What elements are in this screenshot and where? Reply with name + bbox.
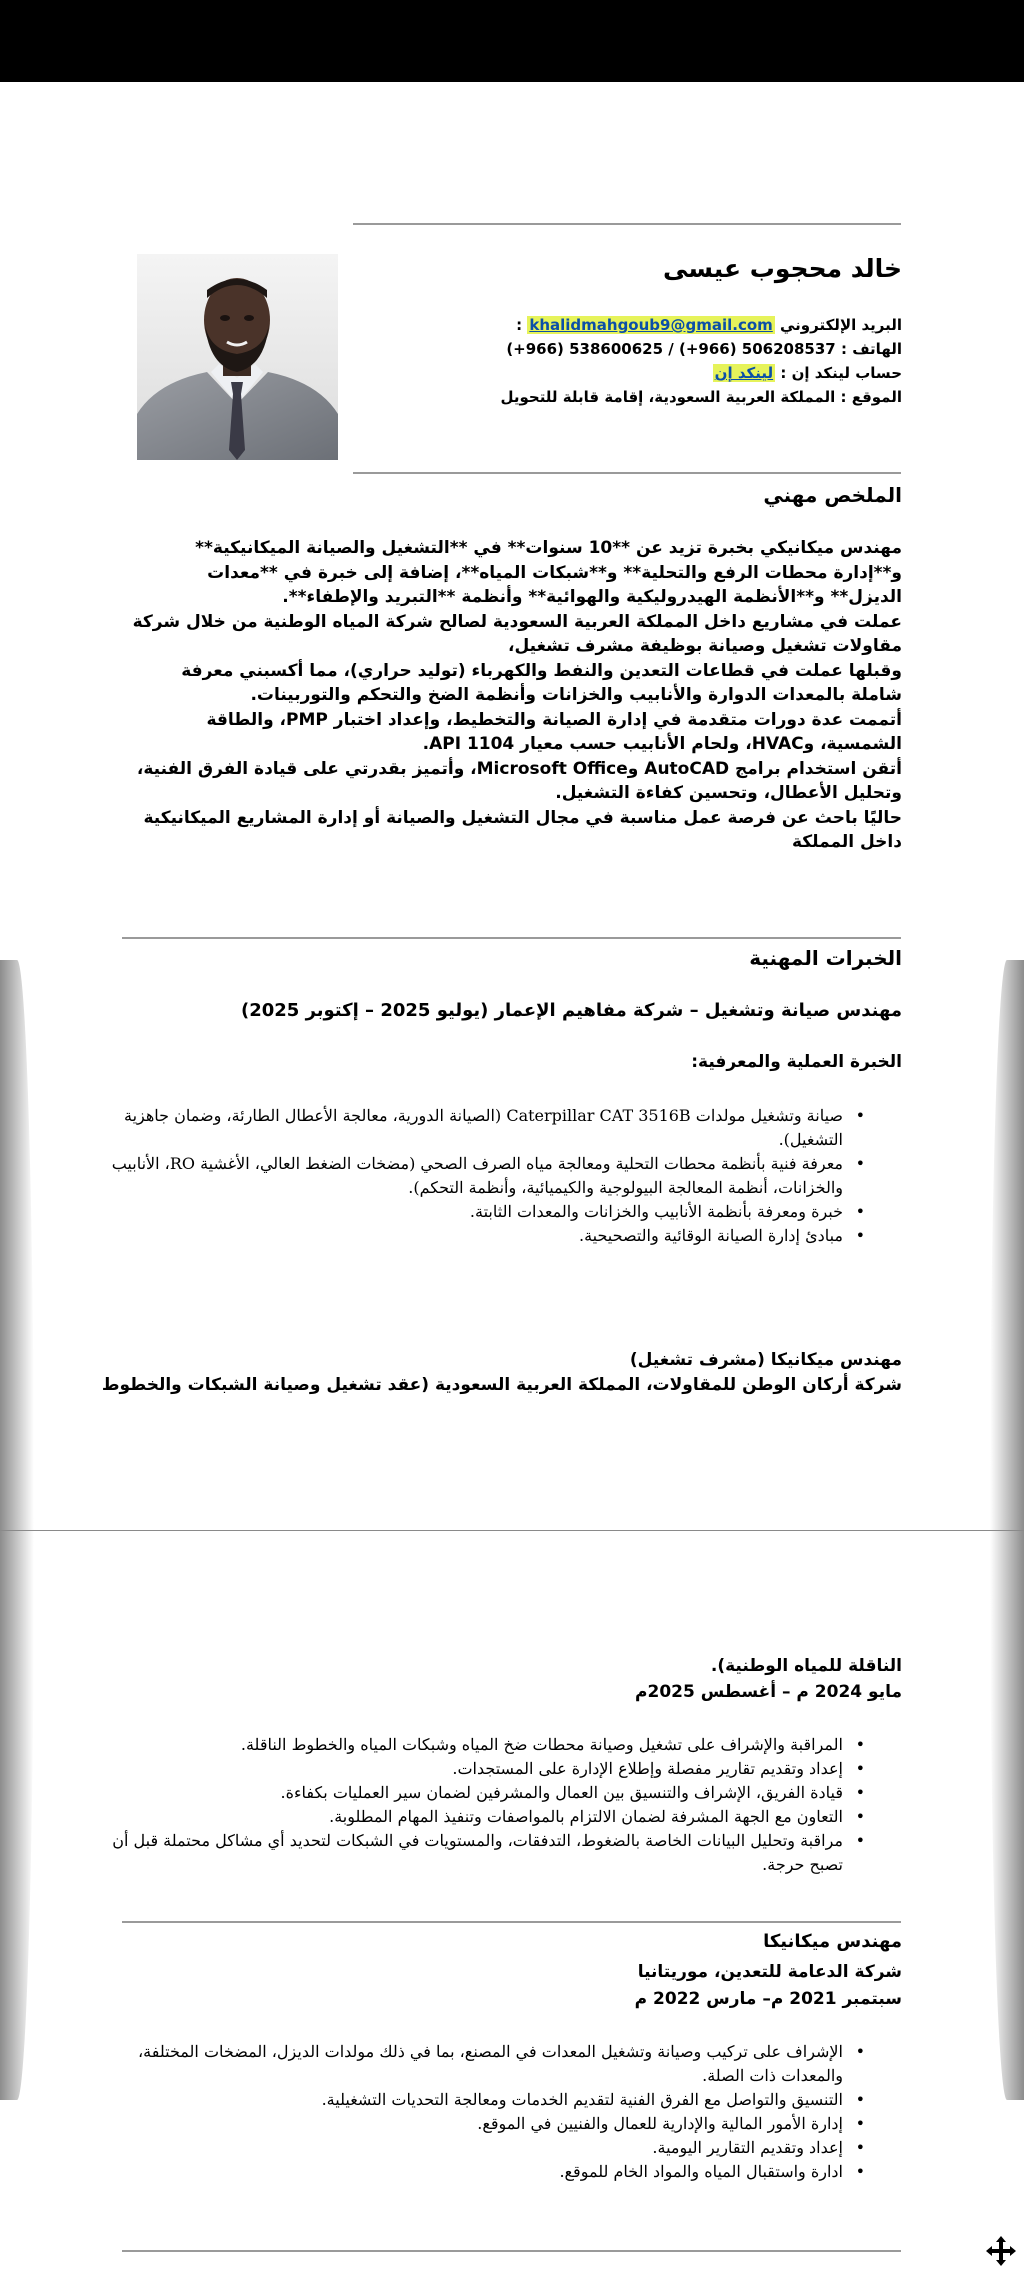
list-item: • التنسيق والتواصل مع الفرق الفنية لتقديم الخدمات ومعالجة التحديات التشغيلية. [103, 2088, 843, 2112]
experience-heading: الخبرات المهنية [749, 946, 902, 970]
move-icon[interactable] [985, 2235, 1017, 2267]
list-item: • مبادئ إدارة الصيانة الوقائية والتصحيحية. [103, 1224, 843, 1248]
job2-dates: مايو 2024 م – أغسطس 2025م [635, 1682, 902, 1702]
profile-photo [137, 254, 338, 460]
list-item: • صيانة وتشغيل مولدات Caterpillar CAT 3516B (الصيانة الدورية، معالجة الأعطال الطارئة، وضمان جاهزية التشغيل). [103, 1104, 843, 1152]
email-link[interactable]: khalidmahgoub9@gmail.com [529, 316, 773, 334]
summary-paragraph: مهندس ميكانيكي بخبرة تزيد عن **10 سنوات** في **التشغيل والصيانة الميكانيكية** و**إدارة محطات الرفع والتحلية** و**شبكات المياه**، إضافة إلى خبرة في **معدات الديزل** و**الأنظمة الهيدروليكية والهوائية** وأنظمة **التبريد والإطفاء**. [195, 538, 902, 607]
list-item: • خبرة ومعرفة بأنظمة الأنابيب والخزانات والمعدات الثابتة. [103, 1200, 843, 1224]
summary-heading: الملخص مهني [763, 483, 902, 507]
email-label: البريد الإلكتروني [780, 316, 902, 334]
list-item: • معرفة فنية بأنظمة محطات التحلية ومعالجة مياه الصرف الصحي (مضخات الضغط العالي، الأغشية RO، الأنابيب والخزانات، أنظمة المعالجة البيولوجية والكيميائية، وأنظمة التحكم). [103, 1152, 843, 1200]
summary-rule [353, 472, 901, 474]
phone-numbers: (+966) 538600625 / (+966) 506208537 : [506, 340, 847, 358]
job3-title: مهندس ميكانيكا [763, 1931, 902, 1952]
list-item: • مراقبة وتحليل البيانات الخاصة بالضغوط، التدفقات، والمستويات في الشبكات لتحديد أي مشاكل محتملة قبل أن تصبح حرجة. [103, 1829, 843, 1877]
job2-header [102, 1348, 902, 1398]
summary-text [132, 536, 902, 855]
summary-paragraph: أتقن استخدام برامج AutoCAD وMicrosoft Office، وأتميز بقدرتي على قيادة الفرق الفنية، وتحليل الأعطال، وتحسين كفاءة التشغيل. [136, 758, 902, 803]
linkedin-link[interactable]: لينكد إن [714, 364, 774, 382]
phone-label: الهاتف [852, 340, 902, 358]
job1-bullets [103, 1104, 869, 1248]
list-item: • الإشراف على تركيب وصيانة وتشغيل المعدات في المصنع، بما في ذلك مولدات الديزل، المضخات المختلفة، والمعدات ذات الصلة. [103, 2040, 843, 2088]
job3-company: شركة الدعامة للتعدين، موريتانيا [637, 1962, 902, 1982]
job3-dates: سبتمبر 2021 م– مارس 2022 م [634, 1989, 902, 2009]
list-item: • ادارة واستقبال المياه والمواد الخام للموقع. [103, 2160, 843, 2184]
location-text: الموقع : المملكة العربية السعودية، إقامة قابلة للتحويل [500, 388, 902, 406]
email-separator: : [516, 316, 523, 334]
bottom-rule [122, 2250, 901, 2252]
list-item: • قيادة الفريق، الإشراف والتنسيق بين العمال والمشرفين لضمان سير العمليات بكفاءة. [103, 1781, 843, 1805]
list-item: • إدارة الأمور المالية والإدارية للعمال والفنيين في الموقع. [103, 2112, 843, 2136]
summary-paragraph: وقبلها عملت في قطاعات التعدين والنفط والكهرباء (توليد حراري)، مما أكسبني معرفة شاملة بالمعدات الدوارة والأنابيب والخزانات وأنظمة الضخ والتحكم والتوربينات. [181, 660, 902, 705]
job1-subtitle: الخبرة العملية والمعرفية: [691, 1052, 902, 1072]
summary-paragraph: حاليًا باحث عن فرصة عمل مناسبة في مجال التشغيل والصيانة أو إدارة المشاريع الميكانيكية داخل المملكة [143, 807, 902, 852]
job2-company-continued: الناقلة للمياه الوطنية). [710, 1656, 902, 1676]
list-item: • التعاون مع الجهة المشرفة لضمان الالتزام بالمواصفات وتنفيذ المهام المطلوبة. [103, 1805, 843, 1829]
job2-bullets [103, 1733, 869, 1877]
job1-title: مهندس صيانة وتشغيل – شركة مفاهيم الإعمار (يوليو 2025 – إكتوبر 2025) [240, 1000, 902, 1021]
linkedin-label: حساب لينكد إن : [780, 364, 902, 382]
list-item: • إعداد وتقديم التقارير اليومية. [103, 2136, 843, 2160]
job2-header-continued [635, 1653, 902, 1705]
summary-paragraph: أتممت عدة دورات متقدمة في إدارة الصيانة والتخطيط، وإعداد اختبار PMP، والطاقة الشمسية، وHVAC، ولحام الأنابيب حسب معيار API 1104. [206, 709, 902, 754]
summary-paragraph: عملت في مشاريع داخل المملكة العربية السعودية لصالح شركة المياه الوطنية من خلال شركة مقاولات تشغيل وصيانة بوظيفة مشرف تشغيل، [132, 611, 902, 656]
list-item: • إعداد وتقديم تقارير مفصلة وإطلاع الإدارة على المستجدات. [103, 1757, 843, 1781]
header-rule [353, 223, 901, 225]
page-break [0, 1530, 1024, 1531]
job2-company: شركة أركان الوطن للمقاولات، المملكة العربية السعودية (عقد تشغيل وصيانة الشبكات والخطوط [101, 1375, 902, 1395]
job2-title: مهندس ميكانيكا (مشرف تشغيل) [629, 1350, 902, 1370]
job3-rule [122, 1921, 901, 1923]
experience-rule [122, 937, 901, 939]
list-item: • المراقبة والإشراف على تشغيل وصيانة محطات ضخ المياه وشبكات المياه والخطوط الناقلة. [103, 1733, 843, 1757]
job3-bullets [103, 2040, 869, 2184]
contact-block [382, 313, 902, 409]
viewer-top-bar [0, 0, 1024, 82]
candidate-name: خالد محجوب عيسى [663, 254, 902, 283]
